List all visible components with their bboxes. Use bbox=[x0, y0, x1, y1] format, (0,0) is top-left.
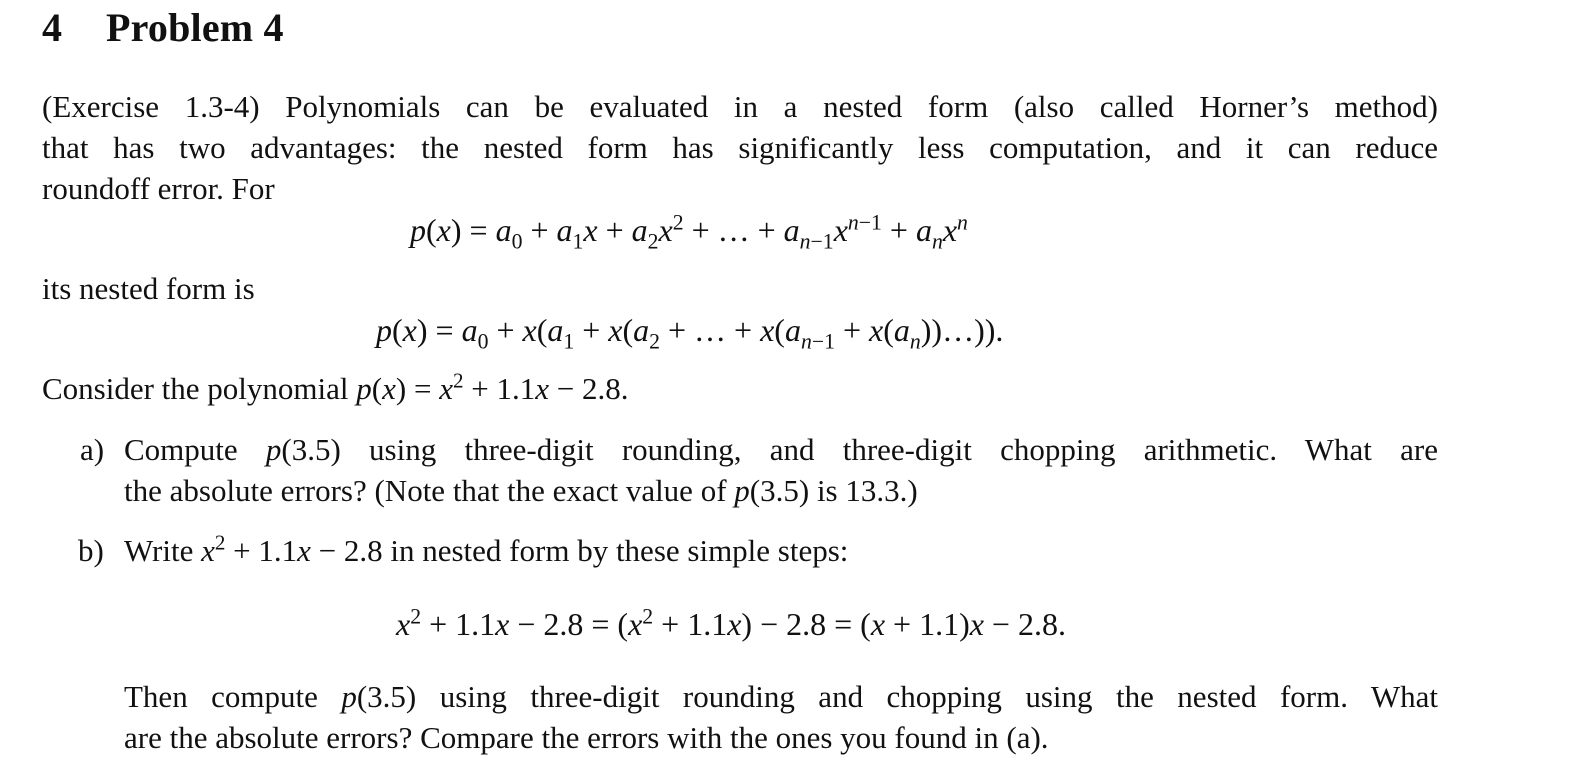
equation-polynomial: $p(x) = a_0 + a_1x + a_2x^2$ + … + $a_{n-1}x^{n-1} + a_nx^n$ bbox=[410, 210, 968, 254]
item-a-line-2: the absolute errors? (Note that the exact value of p(3.5) is 13.3.) bbox=[124, 473, 918, 508]
nested-form-label: its nested form is bbox=[42, 271, 255, 306]
item-b-text-3-post: using three-digit rounding and chopping using the nested form. What bbox=[416, 679, 1438, 714]
item-b-text-post: in nested form by these simple steps: bbox=[382, 533, 849, 568]
item-a-text-2-post: is 13.3.) bbox=[809, 473, 918, 508]
intro-line-1: (Exercise 1.3-4) Polynomials can be evaluated in a nested form (also called Horner’s method) bbox=[42, 89, 1438, 124]
item-b-line-1: Write $x^2 + 1.1x - 2.8$ in nested form by these simple steps: bbox=[124, 530, 849, 568]
equation-nested-form: $p(x) = a_0 + x(a_1 + x(a_2$ + … + $x(a_{n-1}$ + $x(a_n))\dots$)). bbox=[376, 312, 1004, 354]
section-title: Problem 4 bbox=[106, 5, 284, 50]
section-heading bbox=[42, 4, 284, 51]
item-b-label: b) bbox=[78, 533, 104, 568]
intro-line-3: roundoff error. For bbox=[42, 171, 275, 206]
section-number: 4 bbox=[42, 5, 63, 50]
consider-text: Consider the polynomial bbox=[42, 371, 357, 406]
item-b-text-3: Then compute bbox=[124, 679, 342, 714]
item-b-line-4: are the absolute errors? Compare the errors with the ones you found in (a). bbox=[124, 720, 1049, 755]
item-a-text: Compute bbox=[124, 432, 266, 467]
item-a-line-1: Compute p(3.5) using three-digit rounding, and three-digit chopping arithmetic. What are bbox=[124, 432, 1438, 467]
item-a-text-2: the absolute errors? (Note that the exact value of bbox=[124, 473, 735, 508]
item-a-label: a) bbox=[80, 432, 105, 467]
intro-line-2: that has two advantages: the nested form has significantly less computation, and it can reduce bbox=[42, 130, 1438, 165]
item-a-text-post: using three-digit rounding, and three-digit chopping arithmetic. What are bbox=[340, 432, 1438, 467]
consider-polynomial: Consider the polynomial $p(x) = x^2 + 1.1x - 2.8$. bbox=[42, 368, 629, 406]
item-b-text: Write bbox=[124, 533, 202, 568]
item-b-line-3: Then compute p(3.5) using three-digit rounding and chopping using the nested form. What bbox=[124, 679, 1438, 714]
equation-nested-steps: $x^2 + 1.1x - 2.8 = (x^2 + 1.1x) - 2.8 = (x + 1.1)x - 2.8$. bbox=[396, 604, 1066, 642]
